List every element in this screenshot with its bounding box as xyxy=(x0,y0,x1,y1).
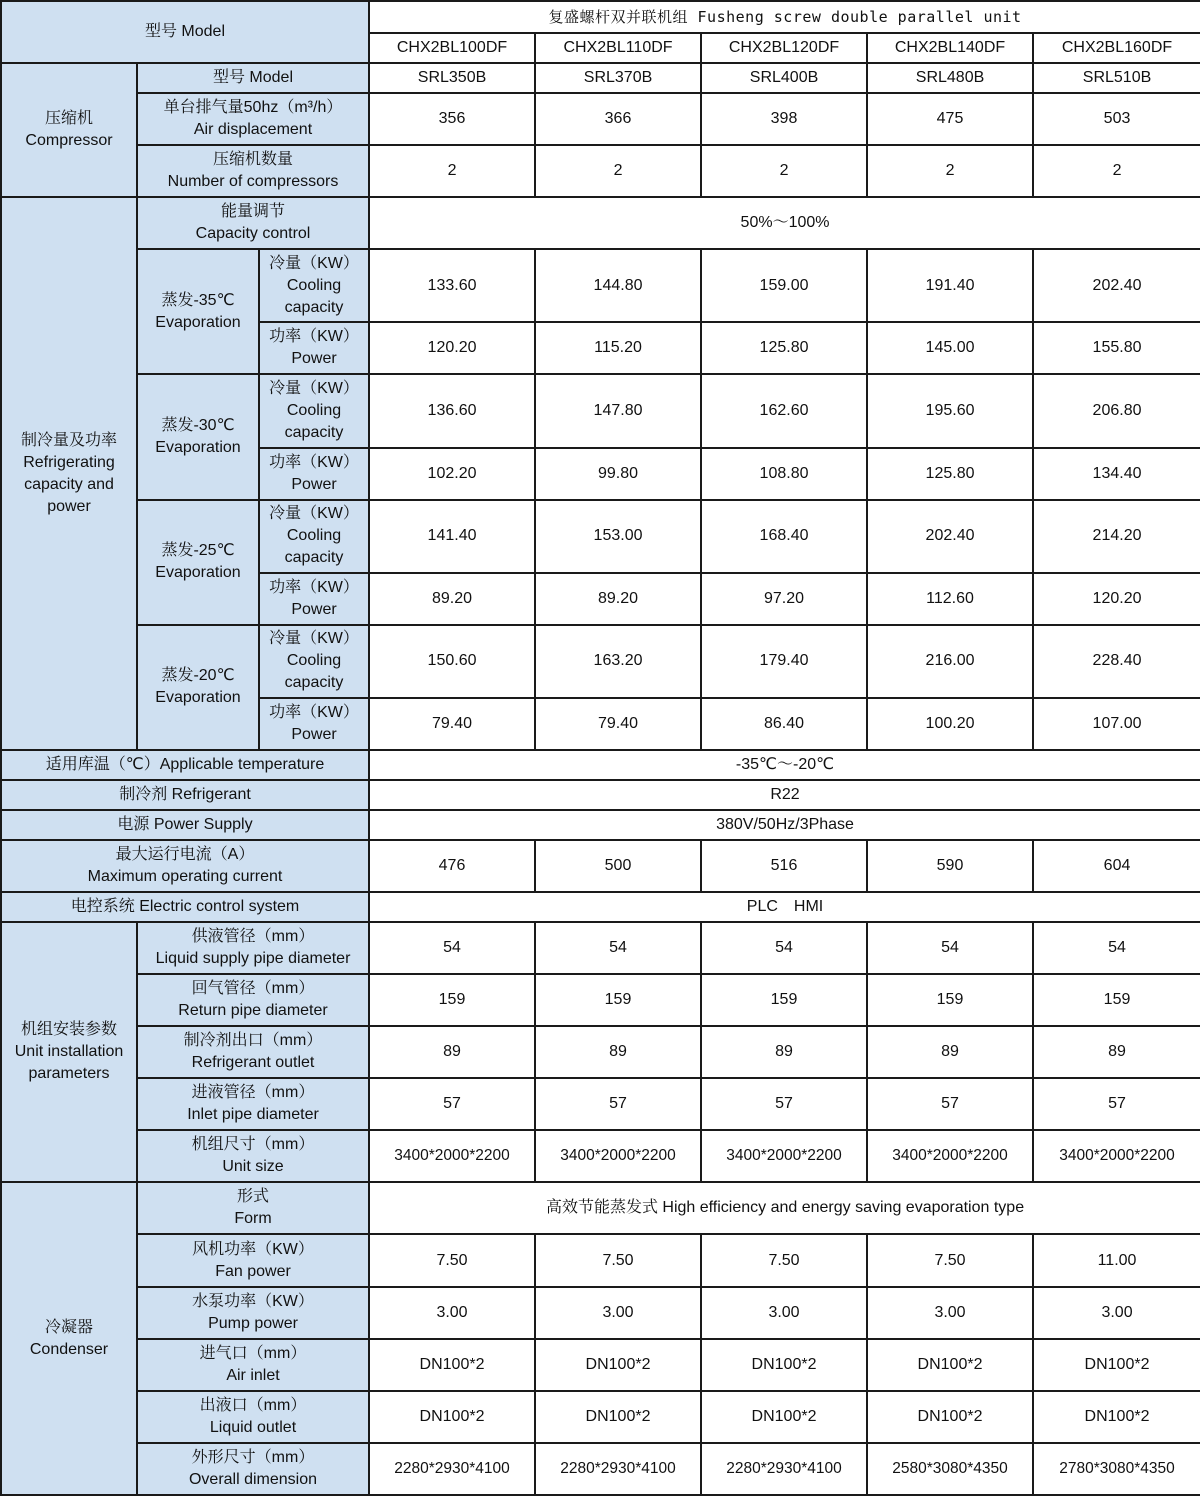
power-value: 134.40 xyxy=(1033,448,1200,500)
compressor-count-value: 2 xyxy=(535,145,701,197)
max-current-row xyxy=(1,840,1200,892)
installation-value: 57 xyxy=(867,1078,1033,1130)
installation-row xyxy=(1,1078,1200,1130)
condenser-value: 3.00 xyxy=(701,1287,867,1339)
installation-value: 89 xyxy=(867,1026,1033,1078)
displacement-row xyxy=(1,93,1200,145)
power-value: 125.80 xyxy=(867,448,1033,500)
displacement-value: 398 xyxy=(701,93,867,145)
installation-value: 89 xyxy=(701,1026,867,1078)
cooling-value: 228.40 xyxy=(1033,625,1200,698)
cooling-value: 147.80 xyxy=(535,374,701,447)
condenser-value: 2280*2930*4100 xyxy=(535,1443,701,1495)
unit-model: CHX2BL160DF xyxy=(1033,33,1200,63)
installation-value: 54 xyxy=(535,922,701,974)
control-system-label: 电控系统 Electric control system xyxy=(1,892,369,922)
cooling-value: 159.00 xyxy=(701,249,867,322)
power-value: 115.20 xyxy=(535,322,701,374)
compressor-count-value: 2 xyxy=(1033,145,1200,197)
applicable-temp-label: 适用库温（℃）Applicable temperature xyxy=(1,750,369,780)
cooling-value: 191.40 xyxy=(867,249,1033,322)
cooling-label: 冷量（KW） Cooling capacity xyxy=(259,500,369,573)
condenser-row xyxy=(1,1287,1200,1339)
model-header-label: 型号 Model xyxy=(1,1,369,63)
condenser-value: DN100*2 xyxy=(535,1339,701,1391)
evaporation-temp-label: 蒸发-20℃ Evaporation xyxy=(137,625,259,750)
unit-model: CHX2BL140DF xyxy=(867,33,1033,63)
cooling-value: 195.60 xyxy=(867,374,1033,447)
installation-value: 3400*2000*2200 xyxy=(535,1130,701,1182)
installation-value: 54 xyxy=(701,922,867,974)
condenser-value: 11.00 xyxy=(1033,1234,1200,1286)
condenser-value: DN100*2 xyxy=(701,1339,867,1391)
max-current-value: 500 xyxy=(535,840,701,892)
refrigerant-value: R22 xyxy=(369,780,1200,810)
installation-row xyxy=(1,974,1200,1026)
evaporation-temp-label: 蒸发-30℃ Evaporation xyxy=(137,374,259,499)
power-label: 功率（KW） Power xyxy=(259,573,369,625)
condenser-value: 7.50 xyxy=(867,1234,1033,1286)
displacement-label: 单台排气量50hz（m³/h） Air displacement xyxy=(137,93,369,145)
power-value: 102.20 xyxy=(369,448,535,500)
condenser-param-label: 外形尺寸（mm） Overall dimension xyxy=(137,1443,369,1495)
power-value: 89.20 xyxy=(535,573,701,625)
power-value: 155.80 xyxy=(1033,322,1200,374)
installation-value: 89 xyxy=(535,1026,701,1078)
evaporation-temp-label: 蒸发-35℃ Evaporation xyxy=(137,249,259,374)
cooling-label: 冷量（KW） Cooling capacity xyxy=(259,374,369,447)
compressor-model-label: 型号 Model xyxy=(137,63,369,93)
max-current-label: 最大运行电流（A） Maximum operating current xyxy=(1,840,369,892)
condenser-value: 3.00 xyxy=(1033,1287,1200,1339)
condenser-row xyxy=(1,1391,1200,1443)
cooling-value: 141.40 xyxy=(369,500,535,573)
power-label: 功率（KW） Power xyxy=(259,698,369,750)
installation-row xyxy=(1,1130,1200,1182)
cooling-value: 144.80 xyxy=(535,249,701,322)
condenser-form-value: 高效节能蒸发式 High efficiency and energy saving evaporation type xyxy=(369,1182,1200,1234)
condenser-value: DN100*2 xyxy=(867,1339,1033,1391)
condenser-value: 7.50 xyxy=(701,1234,867,1286)
installation-param-label: 供液管径（mm） Liquid supply pipe diameter xyxy=(137,922,369,974)
condenser-value: 2280*2930*4100 xyxy=(369,1443,535,1495)
power-value: 145.00 xyxy=(867,322,1033,374)
capacity-control-row xyxy=(1,197,1200,249)
condenser-form-label: 形式 Form xyxy=(137,1182,369,1234)
cooling-value: 153.00 xyxy=(535,500,701,573)
installation-value: 159 xyxy=(535,974,701,1026)
condenser-value: 2280*2930*4100 xyxy=(701,1443,867,1495)
unit-model: CHX2BL100DF xyxy=(369,33,535,63)
max-current-value: 516 xyxy=(701,840,867,892)
condenser-group-label: 冷凝器 Condenser xyxy=(1,1182,137,1495)
condenser-value: DN100*2 xyxy=(701,1391,867,1443)
cooling-row xyxy=(1,500,1200,573)
installation-param-label: 回气管径（mm） Return pipe diameter xyxy=(137,974,369,1026)
condenser-param-label: 进气口（mm） Air inlet xyxy=(137,1339,369,1391)
condenser-value: 2580*3080*4350 xyxy=(867,1443,1033,1495)
unit-model: CHX2BL110DF xyxy=(535,33,701,63)
header-title-row xyxy=(1,1,1200,33)
unit-model: CHX2BL120DF xyxy=(701,33,867,63)
compressor-count-value: 2 xyxy=(867,145,1033,197)
cooling-value: 136.60 xyxy=(369,374,535,447)
installation-value: 3400*2000*2200 xyxy=(369,1130,535,1182)
power-supply-label: 电源 Power Supply xyxy=(1,810,369,840)
installation-value: 57 xyxy=(535,1078,701,1130)
power-value: 120.20 xyxy=(1033,573,1200,625)
cooling-label: 冷量（KW） Cooling capacity xyxy=(259,249,369,322)
displacement-value: 366 xyxy=(535,93,701,145)
compressor-model: SRL370B xyxy=(535,63,701,93)
power-value: 86.40 xyxy=(701,698,867,750)
condenser-value: 7.50 xyxy=(535,1234,701,1286)
power-supply-value: 380V/50Hz/3Phase xyxy=(369,810,1200,840)
cooling-value: 179.40 xyxy=(701,625,867,698)
power-value: 97.20 xyxy=(701,573,867,625)
installation-value: 159 xyxy=(867,974,1033,1026)
cooling-label: 冷量（KW） Cooling capacity xyxy=(259,625,369,698)
power-value: 79.40 xyxy=(535,698,701,750)
cooling-value: 202.40 xyxy=(867,500,1033,573)
cooling-value: 163.20 xyxy=(535,625,701,698)
compressor-model: SRL350B xyxy=(369,63,535,93)
compressor-count-label: 压缩机数量 Number of compressors xyxy=(137,145,369,197)
condenser-row xyxy=(1,1234,1200,1286)
compressor-count-value: 2 xyxy=(701,145,867,197)
power-value: 100.20 xyxy=(867,698,1033,750)
refrigerant-label: 制冷剂 Refrigerant xyxy=(1,780,369,810)
installation-value: 3400*2000*2200 xyxy=(1033,1130,1200,1182)
power-label: 功率（KW） Power xyxy=(259,448,369,500)
compressor-count-value: 2 xyxy=(369,145,535,197)
power-value: 89.20 xyxy=(369,573,535,625)
cooling-row xyxy=(1,625,1200,698)
installation-param-label: 制冷剂出口（mm） Refrigerant outlet xyxy=(137,1026,369,1078)
installation-value: 57 xyxy=(701,1078,867,1130)
evaporation-temp-label: 蒸发-25℃ Evaporation xyxy=(137,500,259,625)
compressor-model: SRL400B xyxy=(701,63,867,93)
power-value: 112.60 xyxy=(867,573,1033,625)
power-value: 125.80 xyxy=(701,322,867,374)
installation-param-label: 机组尺寸（mm） Unit size xyxy=(137,1130,369,1182)
condenser-value: DN100*2 xyxy=(369,1391,535,1443)
cooling-value: 202.40 xyxy=(1033,249,1200,322)
installation-value: 159 xyxy=(369,974,535,1026)
installation-value: 159 xyxy=(1033,974,1200,1026)
condenser-value: 3.00 xyxy=(369,1287,535,1339)
condenser-value: 2780*3080*4350 xyxy=(1033,1443,1200,1495)
condenser-row xyxy=(1,1339,1200,1391)
installation-group-label: 机组安装参数 Unit installation parameters xyxy=(1,922,137,1182)
cooling-row xyxy=(1,249,1200,322)
applicable-temp-row xyxy=(1,750,1200,780)
control-system-row xyxy=(1,892,1200,922)
power-value: 120.20 xyxy=(369,322,535,374)
compressor-group-label: 压缩机 Compressor xyxy=(1,63,137,197)
compressor-model-row xyxy=(1,63,1200,93)
cooling-value: 168.40 xyxy=(701,500,867,573)
control-system-value: PLC HMI xyxy=(369,892,1200,922)
refrigerant-row xyxy=(1,780,1200,810)
cooling-value: 214.20 xyxy=(1033,500,1200,573)
installation-value: 54 xyxy=(867,922,1033,974)
capacity-control-label: 能量调节 Capacity control xyxy=(137,197,369,249)
power-value: 108.80 xyxy=(701,448,867,500)
power-supply-row xyxy=(1,810,1200,840)
condenser-value: DN100*2 xyxy=(1033,1391,1200,1443)
cooling-value: 206.80 xyxy=(1033,374,1200,447)
cooling-row xyxy=(1,374,1200,447)
installation-row xyxy=(1,1026,1200,1078)
displacement-value: 475 xyxy=(867,93,1033,145)
condenser-value: 7.50 xyxy=(369,1234,535,1286)
applicable-temp-value: -35℃～-20℃ xyxy=(369,750,1200,780)
max-current-value: 604 xyxy=(1033,840,1200,892)
max-current-value: 590 xyxy=(867,840,1033,892)
installation-value: 54 xyxy=(369,922,535,974)
installation-value: 57 xyxy=(369,1078,535,1130)
installation-value: 3400*2000*2200 xyxy=(867,1130,1033,1182)
cooling-value: 133.60 xyxy=(369,249,535,322)
installation-value: 159 xyxy=(701,974,867,1026)
condenser-param-label: 出液口（mm） Liquid outlet xyxy=(137,1391,369,1443)
cooling-value: 216.00 xyxy=(867,625,1033,698)
unit-title: 复盛螺杆双并联机组 Fusheng screw double parallel unit xyxy=(369,1,1200,33)
power-value: 79.40 xyxy=(369,698,535,750)
displacement-value: 503 xyxy=(1033,93,1200,145)
cooling-value: 162.60 xyxy=(701,374,867,447)
condenser-value: DN100*2 xyxy=(369,1339,535,1391)
condenser-param-label: 水泵功率（KW） Pump power xyxy=(137,1287,369,1339)
condenser-param-label: 风机功率（KW） Fan power xyxy=(137,1234,369,1286)
power-label: 功率（KW） Power xyxy=(259,322,369,374)
installation-value: 89 xyxy=(369,1026,535,1078)
compressor-model: SRL510B xyxy=(1033,63,1200,93)
refrigeration-group-label: 制冷量及功率 Refrigerating capacity and power xyxy=(1,197,137,750)
cooling-value: 150.60 xyxy=(369,625,535,698)
installation-value: 3400*2000*2200 xyxy=(701,1130,867,1182)
condenser-form-row xyxy=(1,1182,1200,1234)
condenser-value: 3.00 xyxy=(867,1287,1033,1339)
capacity-control-value: 50%～100% xyxy=(369,197,1200,249)
condenser-value: DN100*2 xyxy=(535,1391,701,1443)
installation-row xyxy=(1,922,1200,974)
condenser-row xyxy=(1,1443,1200,1495)
installation-value: 57 xyxy=(1033,1078,1200,1130)
compressor-model: SRL480B xyxy=(867,63,1033,93)
power-value: 99.80 xyxy=(535,448,701,500)
condenser-value: 3.00 xyxy=(535,1287,701,1339)
condenser-value: DN100*2 xyxy=(867,1391,1033,1443)
installation-param-label: 进液管径（mm） Inlet pipe diameter xyxy=(137,1078,369,1130)
condenser-value: DN100*2 xyxy=(1033,1339,1200,1391)
installation-value: 54 xyxy=(1033,922,1200,974)
installation-value: 89 xyxy=(1033,1026,1200,1078)
compressor-count-row xyxy=(1,145,1200,197)
max-current-value: 476 xyxy=(369,840,535,892)
power-value: 107.00 xyxy=(1033,698,1200,750)
displacement-value: 356 xyxy=(369,93,535,145)
